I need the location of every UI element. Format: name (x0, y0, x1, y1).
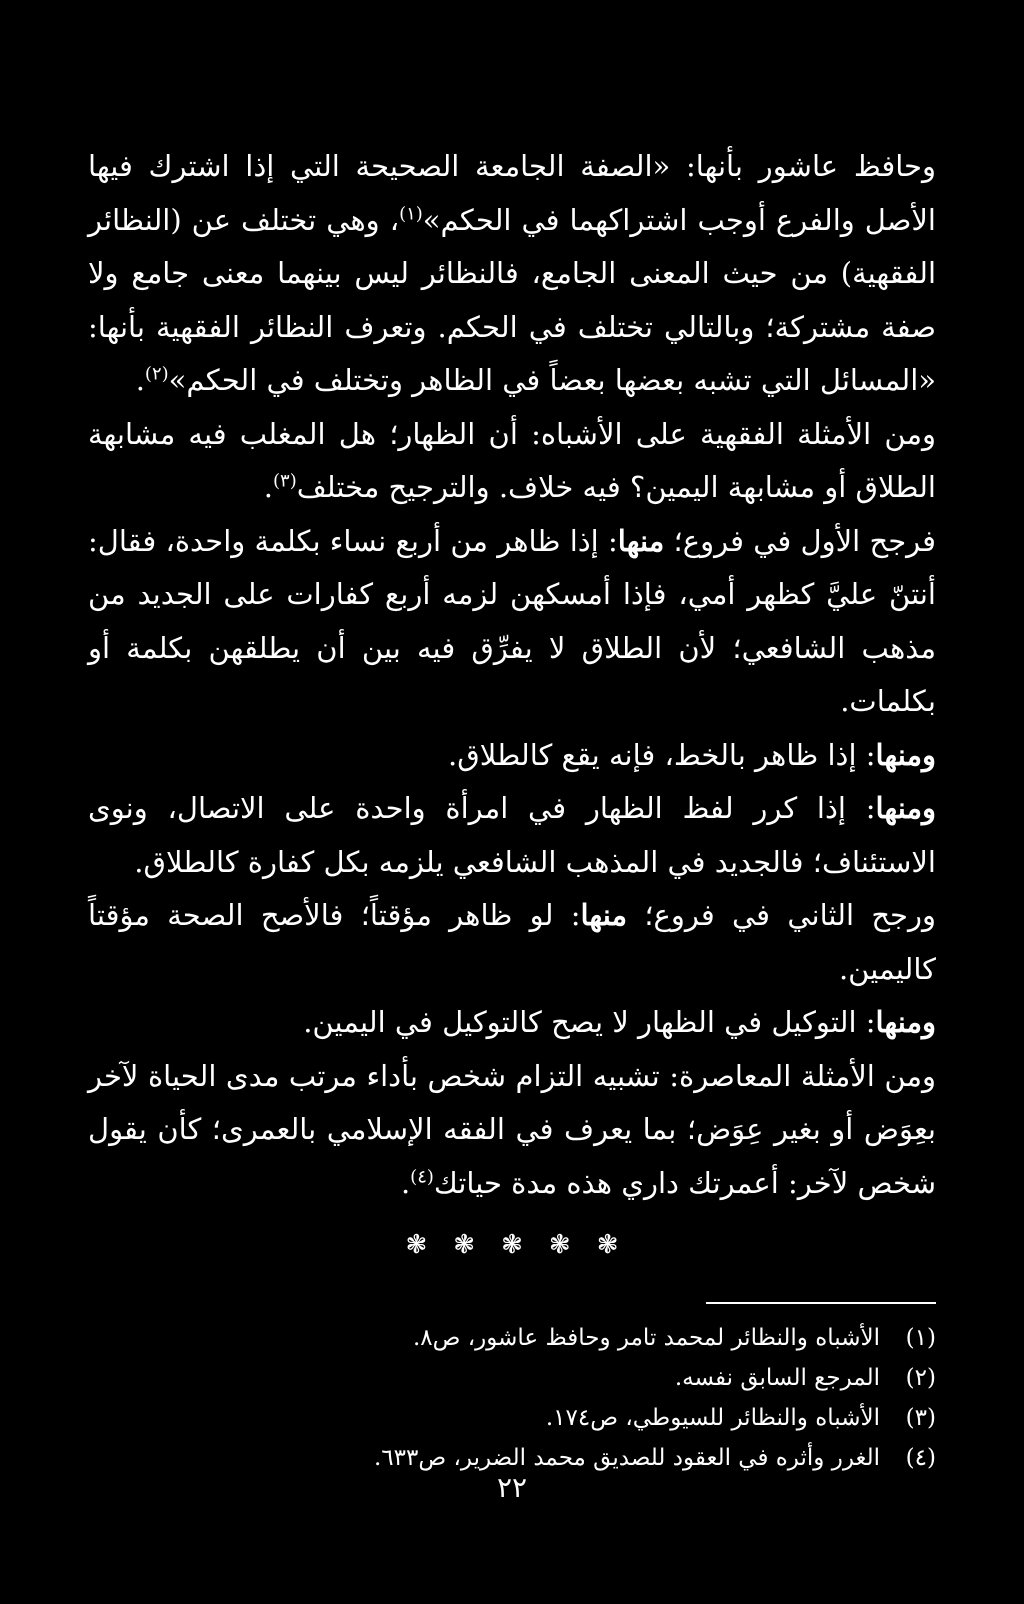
footnote-ref-2[interactable]: (٢) (144, 363, 169, 385)
paragraph-text: ومن الأمثلة الفقهية على الأشباه: أن الظهار؛ هل المغلب فيه مشابهة الطلاق أو مشابهة اليمين؟ فيه خلاف. والترجيح مختلف (88, 416, 936, 504)
paragraph-text: : إذا ظاهر بالخط، فإنه يقع كالطلاق. (448, 737, 876, 772)
footnote-number: (٤) (905, 1445, 936, 1471)
star-ornament-icon: ❃ (548, 1230, 571, 1260)
footnote-text: الأشباه والنظائر لمحمد تامر وحافظ عاشور، ص٨. (412, 1325, 880, 1351)
footnote-number: (٣) (905, 1405, 936, 1431)
paragraph-agency-example (88, 996, 936, 1050)
star-ornament-icon: ❃ (501, 1230, 523, 1260)
footnote-text: المرجع السابق نفسه. (674, 1365, 880, 1391)
footnote-item (88, 1318, 936, 1358)
paragraph-modern-example (88, 1050, 936, 1211)
paragraph-text: وحافظ عاشور بأنها: «الصفة الجامعة الصحيحة التي إذا اشترك فيها الأصل والفرع أوجب اشتراكهما في الحكم» (88, 149, 936, 237)
bold-keyword: منها (617, 523, 665, 558)
paragraph-text: ، وهي تختلف عن (النظائر الفقهية) من حيث المعنى الجامع، فالنظائر ليس بينهما معنى جامع ولا صفة مشتركة؛ وبالتالي تختلف في الحكم. وتعرف النظائر الفقهية بأنها: «المسائل التي تشبه بعضها بعضاً في الظاهر وتختلف في الحكم» (88, 202, 936, 397)
paragraph-lead: فرجح الأول في فروع؛ (664, 523, 936, 558)
footnote-text: الأشباه والنظائر للسيوطي، ص١٧٤. (545, 1405, 880, 1431)
star-ornament-icon: ❃ (405, 1230, 428, 1260)
paragraph-text: : إذا ظاهر من أربع نساء بكلمة واحدة، فقال: أنتنّ عليَّ كظهر أمي، فإذا أمسكهن لزمه أربع كفارات على الجديد من مذهب الشافعي؛ لأن الطلاق لا يفرِّق فيه بين أن يطلقهن بكلمة أو بكلمات. (88, 523, 936, 718)
footnote-text: الغرر وأثره في العقود للصديق محمد الضرير، ص٦٣٣. (373, 1445, 880, 1471)
footnote-ref-3[interactable]: (٣) (272, 470, 297, 492)
footnotes (88, 1318, 936, 1478)
paragraph-definition (88, 140, 936, 408)
page-number: ٢٢ (496, 1471, 528, 1504)
paragraph-end: . (400, 1165, 411, 1200)
footnote-number: (١) (905, 1325, 936, 1351)
footnote-divider (706, 1302, 936, 1304)
paragraph-end: . (263, 470, 273, 504)
bold-keyword: ومنها (875, 737, 936, 772)
paragraph-text: : إذا كرر لفظ الظهار في امرأة واحدة على الاتصال، ونوى الاستئناف؛ فالجديد في المذهب الشافعي يلزمه بكل كفارة كالطلاق. (88, 791, 936, 879)
footnote-number: (٢) (905, 1365, 936, 1391)
bold-keyword: منها (580, 898, 628, 932)
footnote-item (88, 1358, 936, 1398)
paragraph-writing-example (88, 729, 936, 783)
paragraph-first-branches (88, 515, 936, 729)
bold-keyword: ومنها (875, 791, 936, 825)
paragraph-text: : التوكيل في الظهار لا يصح كالتوكيل في اليمين. (303, 1005, 876, 1039)
paragraph-second-branches (88, 889, 936, 996)
paragraph-lead: ورجح الثاني في فروع؛ (627, 898, 936, 932)
star-ornament-icon: ❃ (596, 1230, 619, 1260)
paragraph-text: ومن الأمثلة المعاصرة: تشبيه التزام شخص بأداء مرتب مدى الحياة لآخر بعِوَض أو بغير عِوَض؛ بما يعرف في الفقه الإسلامي بالعمرى؛ كأن يقول شخص لآخر: أعمرتك داري هذه مدة حياتك (88, 1058, 936, 1200)
paragraph-text: : لو ظاهر مؤقتاً؛ فالأصح الصحة مؤقتاً كاليمين. (88, 898, 936, 986)
paragraph-zihar-example (88, 408, 936, 515)
paragraph-repetition-example (88, 782, 936, 889)
paragraph-end: . (135, 363, 145, 397)
bold-keyword: ومنها (875, 1005, 936, 1039)
section-separator (88, 1228, 936, 1262)
footnote-ref-1[interactable]: (١) (399, 202, 423, 224)
footnote-item (88, 1398, 936, 1438)
star-ornament-icon: ❃ (453, 1230, 476, 1260)
footnote-ref-4[interactable]: (٤) (410, 1165, 434, 1187)
